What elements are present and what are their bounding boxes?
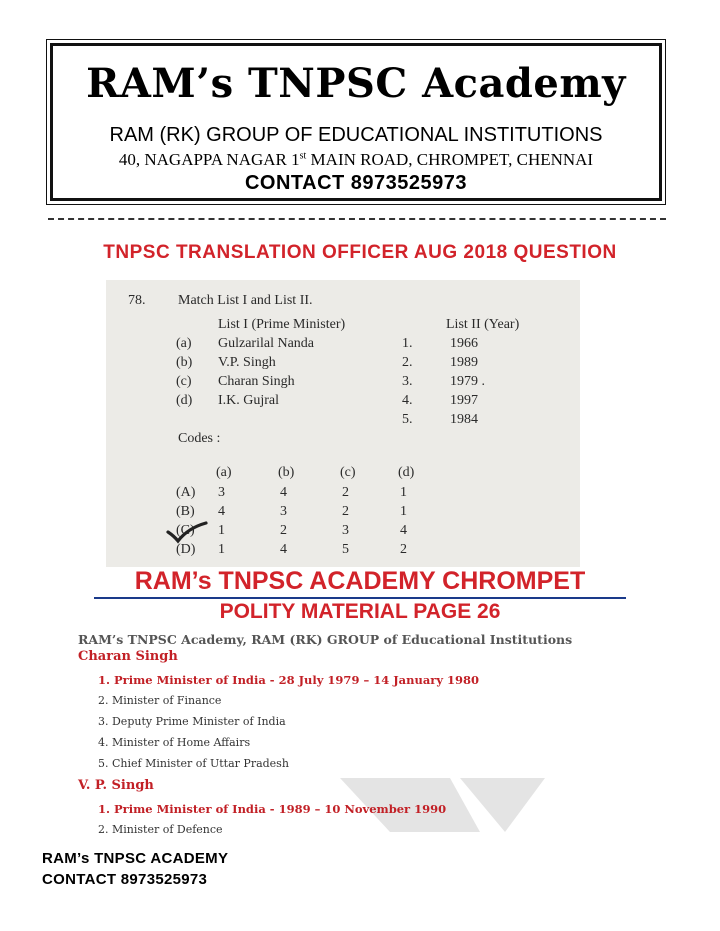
list1-name: V.P. Singh: [218, 355, 276, 370]
code-header: (b): [278, 465, 295, 480]
section-name-charan-singh: Charan Singh: [78, 649, 178, 664]
promo-title: RAM’s TNPSC ACADEMY CHROMPET: [134, 567, 586, 595]
option-label: (D): [176, 542, 196, 557]
option-label: (B): [176, 504, 195, 519]
list2-num: 2.: [402, 355, 413, 370]
list1-key: (a): [176, 336, 192, 351]
academy-title: RAM’s TNPSC Academy: [86, 60, 626, 107]
codes-label: Codes :: [178, 431, 221, 446]
option-value: 1: [400, 485, 407, 500]
option-value: 3: [342, 523, 349, 538]
list-item: 5. Chief Minister of Uttar Pradesh: [98, 757, 289, 770]
footer-contact: CONTACT 8973525973: [42, 871, 208, 888]
dashed-divider: [48, 218, 666, 220]
option-label: (C): [176, 523, 195, 538]
checkmark-icon: [164, 520, 208, 544]
address-part-2: MAIN ROAD, CHROMPET, CHENNAI: [306, 150, 594, 169]
option-value: 2: [342, 485, 349, 500]
option-value: 3: [218, 485, 225, 500]
list-item: 3. Deputy Prime Minister of India: [98, 715, 286, 728]
list-item: 1. Prime Minister of India - 1989 – 10 November 1990: [98, 802, 447, 816]
exam-title: TNPSC TRANSLATION OFFICER AUG 2018 QUESTION: [103, 242, 617, 263]
list2-num: 1.: [402, 336, 413, 351]
list-item: 4. Minister of Home Affairs: [98, 736, 251, 749]
option-value: 1: [218, 523, 225, 538]
option-value: 1: [218, 542, 225, 557]
address-part-1: 40, NAGAPPA NAGAR 1: [118, 150, 300, 169]
option-value: 2: [280, 523, 287, 538]
list-item: 1. Prime Minister of India - 28 July 1979 – 14 January 1980: [98, 673, 480, 687]
option-value: 2: [342, 504, 349, 519]
question-prompt: Match List I and List II.: [178, 293, 313, 308]
list-item: 2. Minister of Defence: [98, 823, 223, 836]
option-value: 4: [280, 542, 287, 557]
code-header: (a): [216, 465, 232, 480]
list2-year: 1997: [450, 393, 478, 408]
list2-year: 1984: [450, 412, 478, 427]
material-header: RAM’s TNPSC Academy, RAM (RK) GROUP of Educational Institutions: [78, 632, 573, 647]
option-value: 4: [280, 485, 287, 500]
option-value: 3: [280, 504, 287, 519]
list1-key: (d): [176, 393, 193, 408]
list1-name: Gulzarilal Nanda: [218, 336, 315, 351]
option-value: 1: [400, 504, 407, 519]
option-value: 2: [400, 542, 407, 557]
list1-key: (b): [176, 355, 193, 370]
option-value: 5: [342, 542, 349, 557]
header-box: [50, 43, 662, 201]
question-number: 78.: [128, 293, 146, 308]
address-superscript: st: [299, 150, 307, 162]
footer-name: RAM’s TNPSC ACADEMY: [42, 850, 229, 867]
list-item: 2. Minister of Finance: [98, 694, 222, 707]
list1-name: Charan Singh: [218, 374, 295, 389]
list1-name: I.K. Gujral: [218, 393, 280, 408]
option-value: 4: [400, 523, 407, 538]
list2-header: List II (Year): [446, 317, 520, 332]
list1-header: List I (Prime Minister): [218, 317, 346, 332]
list2-num: 3.: [402, 374, 413, 389]
list2-num: 4.: [402, 393, 413, 408]
material-page-title: POLITY MATERIAL PAGE 26: [219, 600, 501, 623]
option-label: (A): [176, 485, 196, 500]
address: [53, 150, 659, 170]
question-photo: [106, 280, 580, 567]
list2-year: 1989: [450, 355, 478, 370]
list2-year: 1966: [450, 336, 478, 351]
list2-num: 5.: [402, 412, 413, 427]
header-contact: CONTACT 8973525973: [244, 172, 468, 194]
group-name: RAM (RK) GROUP OF EDUCATIONAL INSTITUTIONS: [109, 124, 603, 146]
promo-underline: [94, 597, 626, 599]
code-header: (d): [398, 465, 415, 480]
code-header: (c): [340, 465, 356, 480]
list1-key: (c): [176, 374, 192, 389]
option-value: 4: [218, 504, 225, 519]
list2-year: 1979 .: [450, 374, 485, 389]
section-name-vp-singh: V. P. Singh: [78, 778, 154, 793]
material-excerpt: [70, 630, 660, 840]
